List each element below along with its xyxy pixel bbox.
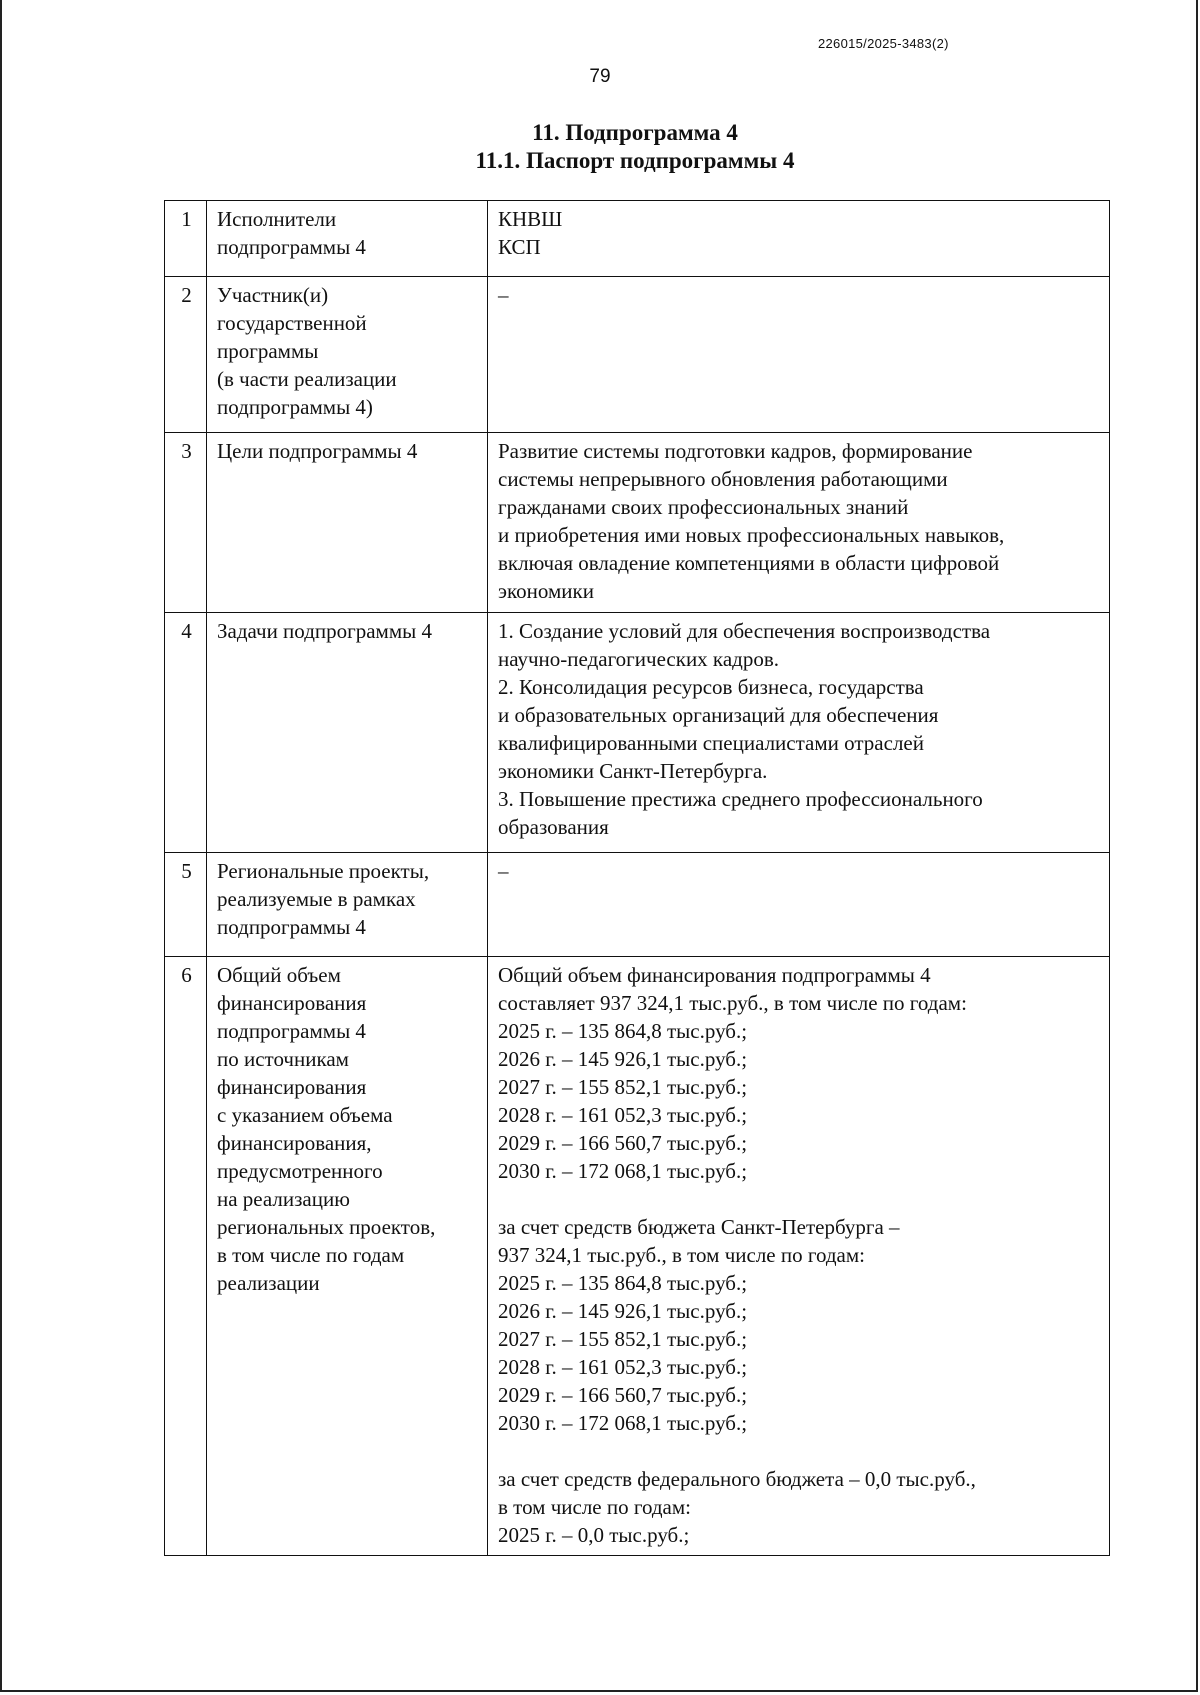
value-line: 2027 г. – 155 852,1 тыс.руб.; [498, 1327, 748, 1351]
value-line: в том числе по годам: [498, 1495, 691, 1519]
value-line: и приобретения ими новых профессиональных навыков, [498, 523, 1005, 547]
section-title: 11. Подпрограмма 4 [532, 120, 738, 145]
value-line: составляет 937 324,1 тыс.руб., в том числе по годам: [498, 991, 967, 1015]
label-line: Региональные проекты, [217, 859, 430, 883]
table-row [165, 433, 1110, 613]
value-line: 2028 г. – 161 052,3 тыс.руб.; [498, 1103, 748, 1127]
label-line: на реализацию [217, 1187, 350, 1211]
table-row [165, 853, 1110, 957]
label-line: (в части реализации [217, 367, 397, 391]
label-line: подпрограммы 4 [217, 1019, 366, 1043]
label-line: Общий объем [217, 963, 341, 987]
value-line: Развитие системы подготовки кадров, формирование [498, 439, 973, 463]
row-label [207, 853, 488, 957]
value-line: гражданами своих профессиональных знаний [498, 495, 909, 519]
value-line: включая овладение компетенциями в области цифровой [498, 551, 1000, 575]
value-line: КНВШ [498, 207, 563, 231]
value-line: системы непрерывного обновления работающими [498, 467, 948, 491]
label-line: по источникам [217, 1047, 349, 1071]
value-line: 2026 г. – 145 926,1 тыс.руб.; [498, 1047, 748, 1071]
value-line: 2026 г. – 145 926,1 тыс.руб.; [498, 1299, 748, 1323]
value-line: 3. Повышение престижа среднего профессионального [498, 787, 983, 811]
label-line: с указанием объема [217, 1103, 393, 1127]
row-number: 4 [165, 613, 207, 853]
label-line: реализуемые в рамках [217, 887, 416, 911]
table-row [165, 957, 1110, 1556]
row-value [488, 201, 1110, 277]
subprogram-passport-table [164, 200, 1110, 1556]
row-number: 2 [165, 277, 207, 433]
label-line: финансирования, [217, 1131, 372, 1155]
value-line: 2029 г. – 166 560,7 тыс.руб.; [498, 1383, 748, 1407]
value-line: 1. Создание условий для обеспечения воспроизводства [498, 619, 991, 643]
value-line: КСП [498, 235, 541, 259]
value-line: 2. Консолидация ресурсов бизнеса, государства [498, 675, 924, 699]
label-line: подпрограммы 4) [217, 395, 373, 419]
value-line: 2030 г. – 172 068,1 тыс.руб.; [498, 1159, 748, 1183]
row-number: 1 [165, 201, 207, 277]
value-line: 2025 г. – 0,0 тыс.руб.; [498, 1523, 690, 1547]
row-number: 3 [165, 433, 207, 613]
table-row [165, 613, 1110, 853]
label-line: государственной [217, 311, 367, 335]
page-number: 79 [589, 66, 611, 87]
label-line: подпрограммы 4 [217, 235, 366, 259]
row-label [207, 613, 488, 853]
label-line: финансирования [217, 1075, 367, 1099]
label-line: подпрограммы 4 [217, 915, 366, 939]
label-line: реализации [217, 1271, 320, 1295]
value-line: 2028 г. – 161 052,3 тыс.руб.; [498, 1355, 748, 1379]
table-row [165, 277, 1110, 433]
label-line: программы [217, 339, 319, 363]
value-line: образования [498, 815, 609, 839]
row-label [207, 957, 488, 1556]
value-line: 2029 г. – 166 560,7 тыс.руб.; [498, 1131, 748, 1155]
value-line: 2025 г. – 135 864,8 тыс.руб.; [498, 1271, 748, 1295]
row-value [488, 433, 1110, 613]
value-line: за счет средств бюджета Санкт-Петербурга – [498, 1215, 900, 1239]
label-line: Цели подпрограммы 4 [217, 439, 418, 463]
row-number: 6 [165, 957, 207, 1556]
row-label [207, 201, 488, 277]
section-subtitle: 11.1. Паспорт подпрограммы 4 [475, 148, 795, 173]
row-value [488, 853, 1110, 957]
row-label [207, 433, 488, 613]
value-line: экономики Санкт-Петербурга. [498, 759, 768, 783]
table-row [165, 201, 1110, 277]
row-number: 5 [165, 853, 207, 957]
document-number: 226015/2025-3483(2) [818, 36, 949, 51]
row-label [207, 277, 488, 433]
label-line: региональных проектов, [217, 1215, 436, 1239]
label-line: Исполнители [217, 207, 337, 231]
blank-line [498, 1185, 1101, 1213]
label-line: в том числе по годам [217, 1243, 405, 1267]
row-value [488, 957, 1110, 1556]
value-line: научно-педагогических кадров. [498, 647, 779, 671]
label-line: Участник(и) [217, 283, 329, 307]
blank-line [498, 1437, 1101, 1465]
value-line: Общий объем финансирования подпрограммы 4 [498, 963, 931, 987]
value-line: 2025 г. – 135 864,8 тыс.руб.; [498, 1019, 748, 1043]
label-line: финансирования [217, 991, 367, 1015]
label-line: Задачи подпрограммы 4 [217, 619, 432, 643]
value-line: 2030 г. – 172 068,1 тыс.руб.; [498, 1411, 748, 1435]
value-line: экономики [498, 579, 594, 603]
value-line: за счет средств федерального бюджета – 0,0 тыс.руб., [498, 1467, 976, 1491]
value-line: и образовательных организаций для обеспечения [498, 703, 939, 727]
value-line: квалифицированными специалистами отраслей [498, 731, 924, 755]
value-line: 937 324,1 тыс.руб., в том числе по годам: [498, 1243, 865, 1267]
label-line: предусмотренного [217, 1159, 383, 1183]
value-line: – [498, 283, 509, 307]
value-line: – [498, 859, 509, 883]
row-value [488, 277, 1110, 433]
value-line: 2027 г. – 155 852,1 тыс.руб.; [498, 1075, 748, 1099]
row-value [488, 613, 1110, 853]
